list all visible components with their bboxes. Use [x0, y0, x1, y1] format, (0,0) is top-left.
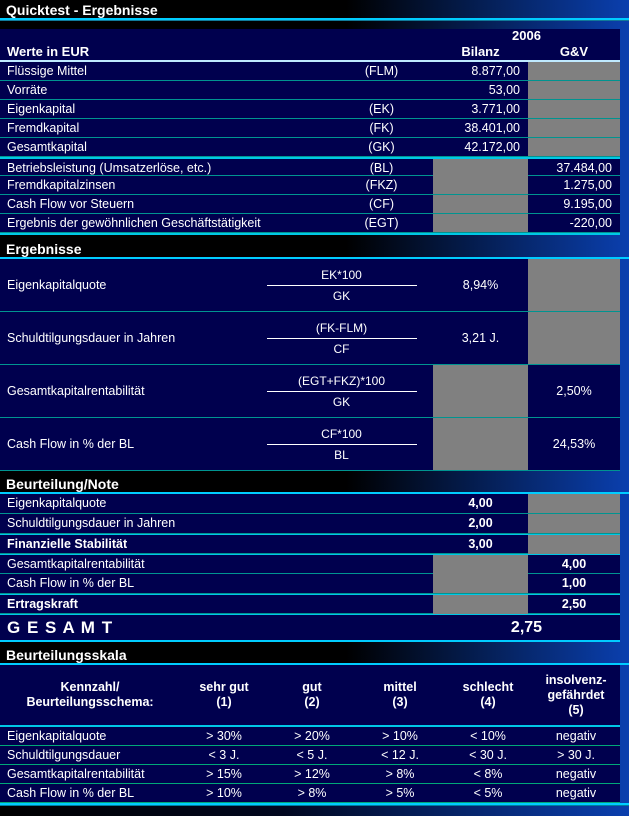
bilanz-cell: 3.771,00 [471, 102, 520, 116]
header-line: (5) [568, 702, 584, 717]
gv-cell: 24,53% [552, 437, 596, 451]
threshold-cell: > 15% [206, 767, 242, 781]
ratio-row [0, 312, 620, 365]
bilanz-cell-blocked [433, 195, 528, 213]
section-title-beurteilung: Beurteilung/Note [0, 474, 629, 494]
bilanz-cell: 8.877,00 [471, 64, 520, 78]
threshold-cell: > 10% [206, 786, 242, 800]
threshold-cell: negativ [555, 786, 597, 800]
row-label: Cash Flow in % der BL [7, 786, 135, 800]
column-header-gv: G&V [559, 44, 589, 59]
row-code: (CF) [369, 197, 394, 211]
bottom-border-line [0, 803, 629, 806]
header-line: sehr gut [199, 680, 249, 694]
bilanz-note: 2,00 [468, 516, 493, 530]
row-label: Eigenkapital [7, 102, 76, 116]
row-label: Gesamtkapitalrentabilität [7, 384, 145, 398]
section-title-ergebnisse: Ergebnisse [0, 239, 629, 259]
threshold-cell: < 5 J. [296, 748, 328, 762]
row-label: Eigenkapitalquote [7, 496, 107, 510]
threshold-cell: negativ [555, 729, 597, 743]
skala-header-row [0, 665, 620, 727]
fraction-bar [267, 338, 417, 339]
threshold-cell: < 30 J. [469, 748, 507, 762]
values-table-header [0, 29, 620, 62]
note-row [0, 494, 620, 514]
gv-note: 2,50 [561, 597, 587, 611]
row-label: Ergebnis der gewöhnlichen Geschäftstätigkeit [7, 216, 261, 230]
row-label: Cash Flow vor Steuern [7, 197, 135, 211]
row-label: Cash Flow in % der BL [7, 576, 135, 590]
gesamt-value: 2,75 [510, 619, 543, 636]
header-line: Beurteilungsschema: [26, 695, 154, 709]
header-line: insolvenz- [545, 672, 607, 687]
formula-denominator: GK [332, 394, 351, 409]
row-label: Schuldtilgungsdauer in Jahren [7, 516, 176, 530]
page-title: Quicktest - Ergebnisse [0, 0, 629, 20]
note-row [0, 574, 620, 594]
spacer [330, 43, 433, 60]
row-label: Gesamtkapital [7, 140, 87, 154]
row-label: Vorräte [7, 83, 48, 97]
formula-cell [250, 259, 433, 311]
threshold-cell: < 12 J. [381, 748, 419, 762]
bilanz-cell-blocked [433, 555, 528, 574]
bilanz-cell: 42.172,00 [464, 140, 520, 154]
table-row [0, 100, 620, 119]
row-label: Gesamtkapitalrentabilität [7, 767, 145, 781]
bilanz-cell: 53,00 [488, 83, 520, 97]
row-label: Fremdkapitalzinsen [7, 178, 116, 192]
header-line: gefährdet [547, 687, 605, 702]
row-label: Betriebsleistung (Umsatzerlöse, etc.) [7, 161, 212, 175]
bilanz-cell-blocked [433, 176, 528, 194]
formula-numerator: CF*100 [321, 426, 362, 441]
ergebnisse-table [0, 259, 620, 471]
header-line: (1) [216, 695, 232, 709]
header-line: (4) [480, 695, 496, 709]
row-code: (FK) [369, 121, 394, 135]
gv-cell: -220,00 [569, 216, 612, 230]
table-row [0, 214, 620, 233]
row-code: (FLM) [364, 64, 399, 78]
formula-numerator: (EGT+FKZ)*100 [297, 373, 386, 388]
gv-cell-blocked [528, 119, 620, 137]
skala-header-label [0, 665, 180, 725]
bilanz-note: 3,00 [468, 537, 493, 551]
threshold-cell: > 10% [382, 729, 418, 743]
header-line: Kennzahl/ [60, 680, 120, 694]
row-label: Schuldtilgungsdauer [7, 748, 121, 762]
threshold-cell: > 8% [297, 786, 327, 800]
beurteilung-table [0, 494, 620, 642]
row-label: Gesamtkapitalrentabilität [7, 557, 145, 571]
gv-cell-blocked [528, 62, 620, 80]
skala-col-insolvenz [532, 665, 620, 725]
skala-col-gut [268, 665, 356, 725]
gv-cell: 9.195,00 [563, 197, 612, 211]
gv-cell-blocked [528, 494, 620, 513]
bilanz-cell-blocked [433, 214, 528, 232]
header-line: schlecht [462, 680, 514, 694]
header-line: (3) [392, 695, 408, 709]
gv-cell-blocked [528, 259, 620, 311]
threshold-cell: < 3 J. [208, 748, 240, 762]
skala-row [0, 765, 620, 784]
fraction-bar [267, 444, 417, 445]
header-line: gut [302, 680, 322, 694]
formula-cell [250, 312, 433, 364]
gesamt-label: G E S A M T [7, 618, 114, 637]
formula-cell [250, 418, 433, 470]
row-code: (BL) [369, 161, 394, 175]
table-row [0, 62, 620, 81]
formula-denominator: CF [333, 341, 350, 356]
note-row [0, 514, 620, 534]
bilanz-cell-blocked [433, 159, 528, 177]
note-row-subtotal [0, 594, 620, 614]
ratio-row [0, 365, 620, 418]
bilanz-cell-blocked [433, 365, 528, 417]
skala-row [0, 727, 620, 746]
threshold-cell: > 30% [206, 729, 242, 743]
table-row [0, 157, 620, 176]
table-row [0, 81, 620, 100]
threshold-cell: > 20% [294, 729, 330, 743]
row-label: Eigenkapitalquote [7, 729, 107, 743]
bilanz-cell-blocked [433, 418, 528, 470]
skala-col-schlecht [444, 665, 532, 725]
skala-row [0, 746, 620, 765]
threshold-cell: > 30 J. [557, 748, 595, 762]
threshold-cell: > 12% [294, 767, 330, 781]
table-row [0, 195, 620, 214]
skala-col-sehr-gut [180, 665, 268, 725]
row-code: (FKZ) [365, 178, 398, 192]
note-row [0, 554, 620, 574]
threshold-cell: > 5% [385, 786, 415, 800]
bilanz-note: 4,00 [468, 496, 493, 510]
bilanz-cell: 38.401,00 [464, 121, 520, 135]
gv-cell-blocked [528, 138, 620, 156]
header-line: mittel [383, 680, 417, 694]
ratio-row [0, 418, 620, 471]
row-code: (EK) [369, 102, 394, 116]
note-row-subtotal [0, 534, 620, 554]
skala-table [0, 665, 620, 803]
values-table [0, 62, 620, 235]
gv-cell: 37.484,00 [556, 161, 612, 175]
table-row [0, 176, 620, 195]
row-label: Ertragskraft [7, 597, 78, 611]
row-label: Fremdkapital [7, 121, 80, 135]
year-label: 2006 [512, 28, 541, 43]
ratio-row [0, 259, 620, 312]
gv-cell-blocked [528, 100, 620, 118]
gv-cell-blocked [528, 535, 620, 554]
row-label: Flüssige Mittel [7, 64, 87, 78]
section-title-skala: Beurteilungsskala [0, 645, 629, 665]
row-label: Cash Flow in % der BL [7, 437, 135, 451]
skala-col-mittel [356, 665, 444, 725]
gesamt-row [0, 614, 620, 642]
header-line: (2) [304, 695, 320, 709]
row-label: Finanzielle Stabilität [7, 537, 128, 551]
row-label: Eigenkapitalquote [7, 278, 107, 292]
bilanz-cell: 8,94% [462, 278, 499, 292]
formula-numerator: (FK-FLM) [315, 320, 368, 335]
threshold-cell: < 5% [473, 786, 503, 800]
werte-in-eur-label: Werte in EUR [7, 44, 90, 59]
skala-row [0, 784, 620, 803]
row-code [330, 81, 433, 99]
gv-cell: 1.275,00 [563, 178, 612, 192]
row-code: (GK) [368, 140, 395, 154]
bilanz-cell-blocked [433, 595, 528, 614]
gv-cell-blocked [528, 81, 620, 99]
spacer [0, 29, 433, 43]
formula-numerator: EK*100 [321, 267, 362, 282]
gv-note: 1,00 [561, 576, 587, 590]
bilanz-cell: 3,21 J. [461, 331, 500, 345]
threshold-cell: negativ [555, 767, 597, 781]
row-code: (EGT) [364, 216, 399, 230]
formula-denominator: GK [332, 288, 351, 303]
threshold-cell: > 8% [385, 767, 415, 781]
table-row [0, 138, 620, 157]
gv-cell-blocked [528, 312, 620, 364]
bilanz-cell-blocked [433, 574, 528, 593]
row-label: Schuldtilgungsdauer in Jahren [7, 331, 176, 345]
fraction-bar [267, 391, 417, 392]
formula-denominator: BL [334, 447, 349, 462]
gv-note: 4,00 [561, 557, 587, 571]
threshold-cell: < 10% [470, 729, 506, 743]
gv-cell: 2,50% [556, 384, 592, 398]
formula-cell [250, 365, 433, 417]
threshold-cell: < 8% [473, 767, 503, 781]
column-header-bilanz: Bilanz [461, 44, 500, 59]
fraction-bar [267, 285, 417, 286]
gv-cell-blocked [528, 514, 620, 533]
table-row [0, 119, 620, 138]
